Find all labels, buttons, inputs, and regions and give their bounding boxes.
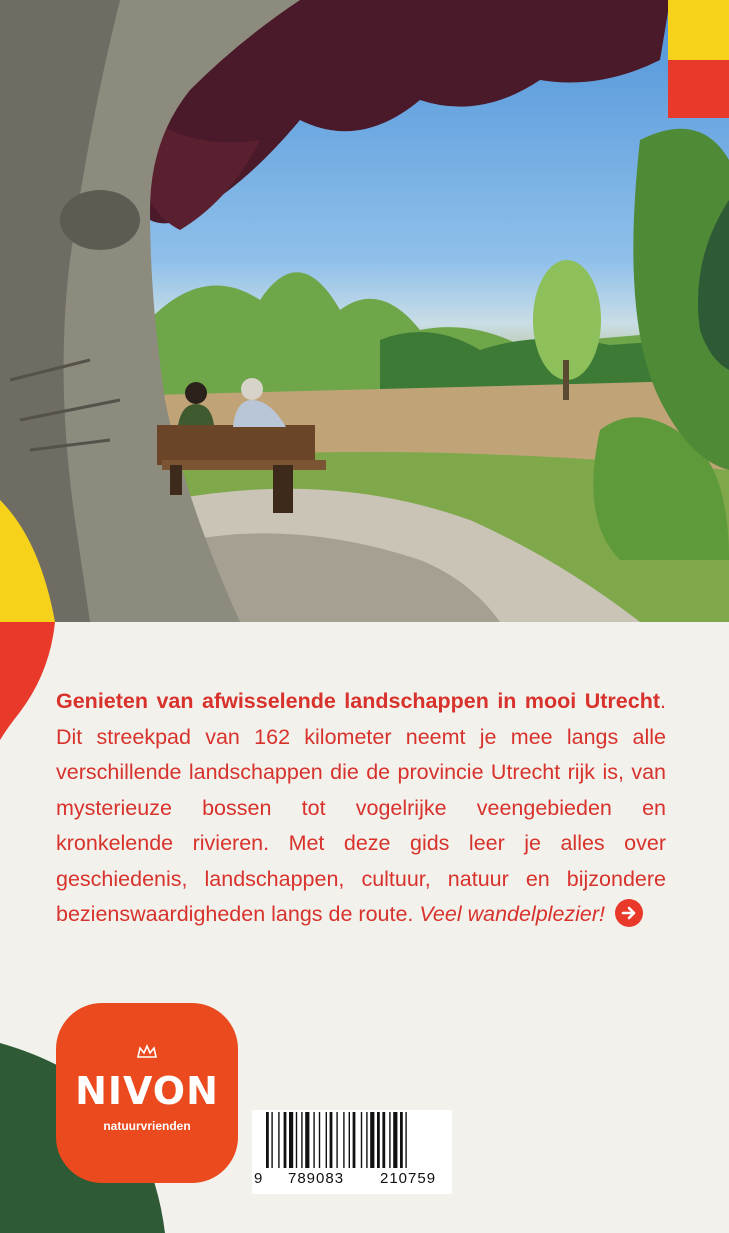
- barcode-bar: [370, 1112, 374, 1168]
- barcode-bar: [366, 1112, 367, 1168]
- barcode-bar: [330, 1112, 333, 1168]
- barcode-bar: [336, 1112, 337, 1168]
- blurb-lead: Genieten van afwisselende landschappen in mooi Utrecht: [56, 689, 661, 713]
- barcode-bar: [400, 1112, 403, 1168]
- barcode-bar: [393, 1112, 397, 1168]
- barcode-bar: [389, 1112, 390, 1168]
- arrow-right-circle-icon: [615, 899, 643, 927]
- crown-icon: [136, 1043, 158, 1059]
- barcode-first-digit: 9: [254, 1170, 263, 1187]
- barcode-bar: [349, 1112, 350, 1168]
- barcode-bar: [289, 1112, 293, 1168]
- barcode-bar: [326, 1112, 327, 1168]
- logo-name: NIVON: [75, 1069, 219, 1113]
- back-cover-blurb: [56, 684, 666, 933]
- barcode-bar: [284, 1112, 287, 1168]
- barcode-left-group: 789083: [288, 1170, 345, 1187]
- barcode-bar: [305, 1112, 309, 1168]
- barcode-bar: [405, 1112, 406, 1168]
- red-swoosh-shape: [0, 622, 60, 742]
- barcode-bar: [313, 1112, 314, 1168]
- isbn-barcode: [252, 1110, 452, 1194]
- barcode-bar: [319, 1112, 320, 1168]
- barcode-bar: [382, 1112, 385, 1168]
- barcode-bar: [271, 1112, 272, 1168]
- blurb-cta: Veel wandelplezier!: [419, 902, 606, 926]
- barcode-bar: [296, 1112, 297, 1168]
- blurb-body: . Dit streekpad van 162 kilometer neemt je mee langs alle verschillende landschappen die de provincie Utrecht rijk is, van mysterieuze bossen tot vogelrijke veengebieden en kronkelende rivieren. Met deze gids leer je alles over geschiedenis, landschappen, cultuur, natuur en bijzondere bezienswaardigheden langs de route.: [56, 689, 666, 926]
- barcode-bar: [278, 1112, 279, 1168]
- barcode-bar: [361, 1112, 362, 1168]
- barcode-right-group: 210759: [380, 1170, 437, 1187]
- barcode-bar: [377, 1112, 380, 1168]
- logo-subtitle: natuurvrienden: [103, 1119, 191, 1133]
- barcode-bar: [266, 1112, 269, 1168]
- barcode-bar: [301, 1112, 302, 1168]
- nivon-logo: [56, 1003, 238, 1183]
- barcode-bar: [353, 1112, 356, 1168]
- barcode-bar: [343, 1112, 344, 1168]
